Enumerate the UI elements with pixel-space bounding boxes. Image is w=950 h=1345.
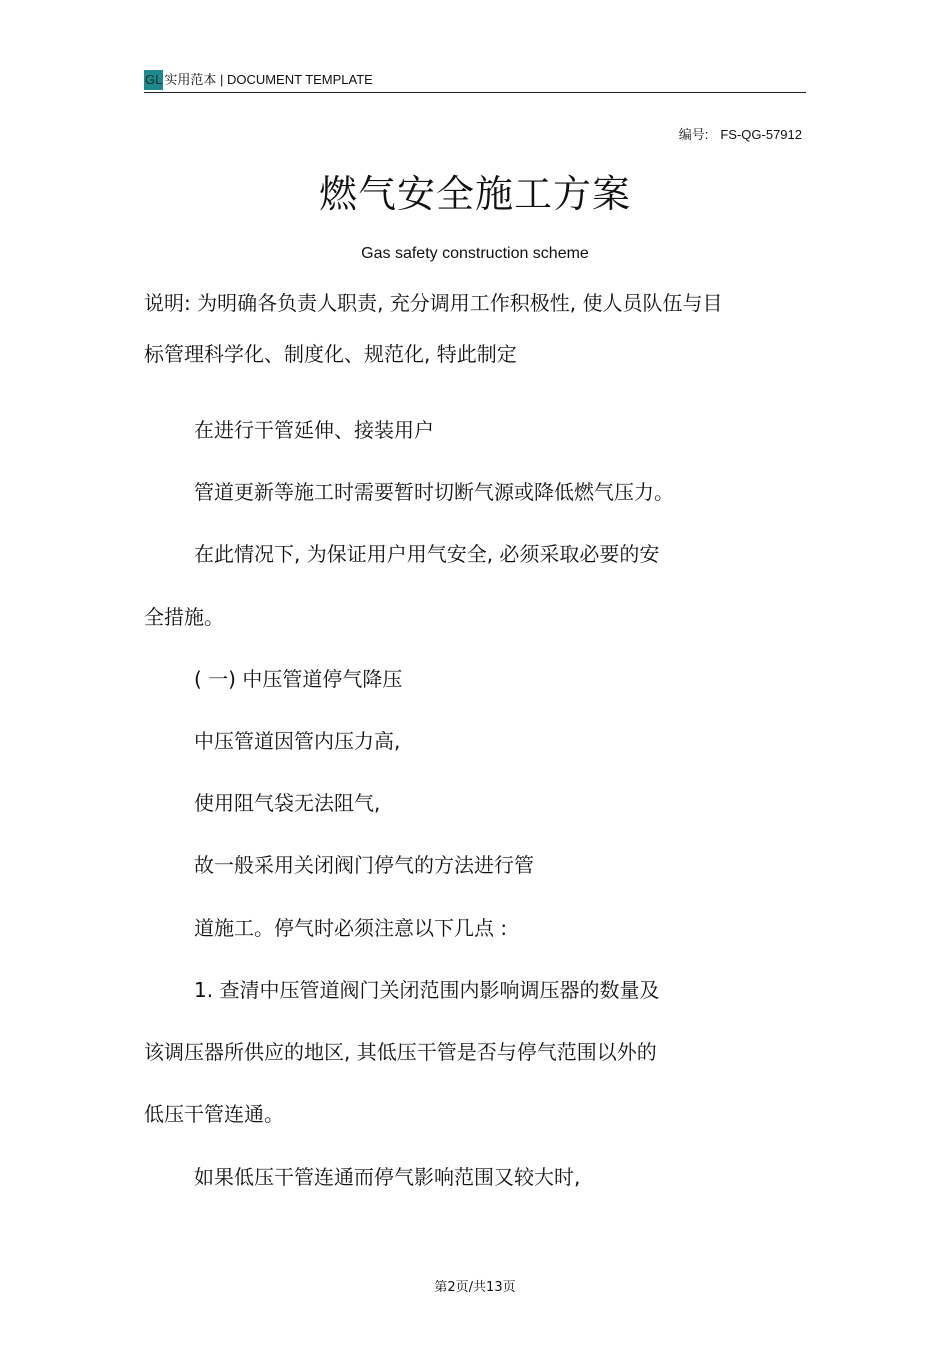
gl-logo: GL [144,70,163,90]
paragraph-5: 中压管道因管内压力高, [194,729,401,753]
paragraph-1: 在进行干管延伸、接装用户 [194,418,434,442]
description-line-1: 说明: 为明确各负责人职责, 充分调用工作积极性, 使人员队伍与目 [144,291,723,315]
header-text: 实用范本 | DOCUMENT TEMPLATE [164,72,373,87]
paragraph-3-line-2: 全措施。 [144,605,224,629]
list-item-1-line-3: 低压干管连通。 [144,1102,284,1126]
paragraph-2: 管道更新等施工时需要暂时切断气源或降低燃气压力。 [194,480,674,504]
description-line-2: 标管理科学化、制度化、规范化, 特此制定 [144,342,517,366]
document-subtitle: Gas safety construction scheme [361,245,589,262]
paragraph-8: 道施工。停气时必须注意以下几点 : [194,916,508,940]
page-footer: 第2页/共13页 [434,1280,516,1295]
document-header [144,70,806,93]
document-number-value: FS-QG-57912 [720,127,802,142]
paragraph-10: 如果低压干管连通而停气影响范围又较大时, [194,1165,581,1189]
paragraph-6: 使用阻气袋无法阻气, [194,791,381,815]
list-item-1-line-1: 1. 查清中压管道阀门关闭范围内影响调压器的数量及 [194,978,660,1002]
document-number-label: 编号: [678,127,709,142]
paragraph-3-line-1: 在此情况下, 为保证用户用气安全, 必须采取必要的安 [194,542,660,566]
section-heading-medium-pressure: ( 一) 中压管道停气降压 [194,667,403,691]
paragraph-7: 故一般采用关闭阀门停气的方法进行管 [194,853,534,877]
document-title: 燃气安全施工方案 [318,172,631,216]
list-item-1-line-2: 该调压器所供应的地区, 其低压干管是否与停气范围以外的 [144,1040,657,1064]
document-number [679,126,802,144]
